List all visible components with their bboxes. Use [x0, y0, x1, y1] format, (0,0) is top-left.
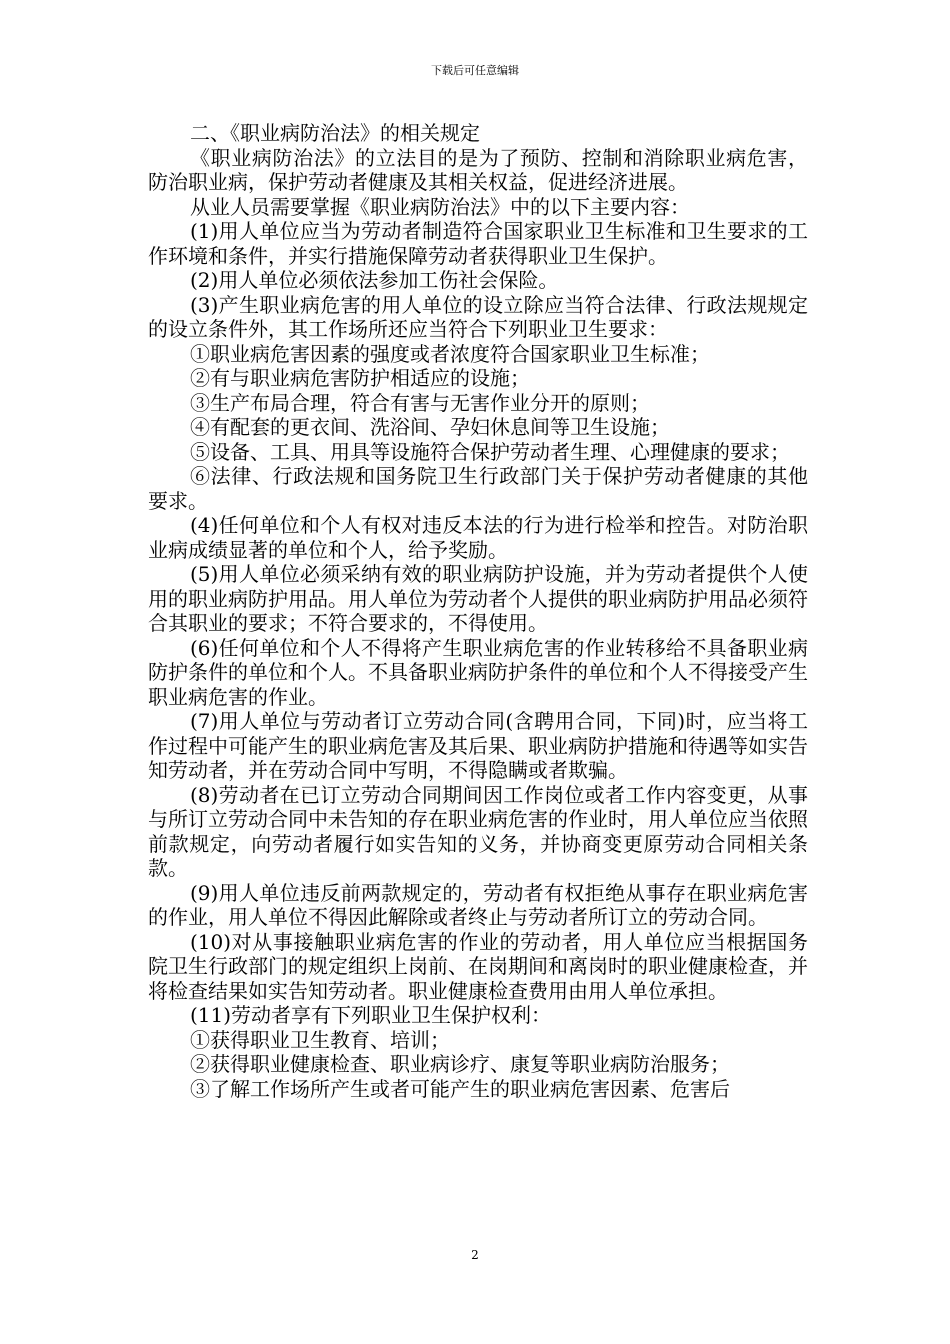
document-body	[148, 121, 808, 1101]
list-item: (10)对从事接触职业病危害的作业的劳动者，用人单位应当根据国务院卫生行政部门的规定组织上岗前、在岗期间和离岗时的职业健康检查，并将检查结果如实告知劳动者。职业健康检查费用由用人单位承担。	[148, 929, 808, 1003]
list-item: (3)产生职业病危害的用人单位的设立除应当符合法律、行政法规规定的设立条件外，其工作场所还应当符合下列职业卫生要求：	[148, 292, 808, 341]
sub-list-item: ②有与职业病危害防护相适应的设施；	[190, 366, 530, 390]
sub-list-item: ①获得职业卫生教育、培训；	[190, 1027, 450, 1052]
list-item: (7)用人单位与劳动者订立劳动合同(含聘用合同，下同)时，应当将工作过程中可能产生的职业病危害及其后果、职业病防护措施和待遇等如实告知劳动者，并在劳动合同中写明，不得隐瞒或者欺骗。	[148, 709, 808, 782]
sub-list-item: ④有配套的更衣间、洗浴间、孕妇休息间等卫生设施；	[190, 415, 670, 439]
page-header-note: 下载后可任意编辑	[431, 64, 519, 77]
sub-list-item: ①职业病危害因素的强度或者浓度符合国家职业卫生标准；	[190, 341, 710, 366]
list-item: (2)用人单位必须依法参加工伤社会保险。	[190, 268, 559, 292]
list-item: (4)任何单位和个人有权对违反本法的行为进行检举和控告。对防治职业病成绩显著的单位和个人，给予奖励。	[148, 513, 808, 562]
list-item: (5)用人单位必须采纳有效的职业病防护设施，并为劳动者提供个人使用的职业病防护用品。用人单位为劳动者个人提供的职业病防护用品必须符合其职业的要求；不符合要求的，不得使用。	[148, 562, 808, 635]
list-item: (11)劳动者享有下列职业卫生保护权利：	[190, 1003, 552, 1027]
page-number: 2	[471, 1248, 479, 1262]
list-item: (6)任何单位和个人不得将产生职业病危害的作业转移给不具备职业病防护条件的单位和个人。不具备职业病防护条件的单位和个人不得接受产生职业病危害的作业。	[148, 635, 808, 709]
sub-list-item: ③生产布局合理，符合有害与无害作业分开的原则；	[190, 390, 650, 415]
list-item: (8)劳动者在已订立劳动合同期间因工作岗位或者工作内容变更，从事与所订立劳动合同中未告知的存在职业病危害的作业时，用人单位应当依照前款规定，向劳动者履行如实告知的义务，并协商变更原劳动合同相关条款。	[148, 782, 808, 880]
sub-list-item: ⑤设备、工具、用具等设施符合保护劳动者生理、心理健康的要求；	[190, 439, 790, 464]
sub-list-item: ②获得职业健康检查、职业病诊疗、康复等职业病防治服务；	[190, 1052, 730, 1076]
section-heading: 二、《职业病防治法》的相关规定	[190, 121, 480, 145]
sub-list-item: ③了解工作场所产生或者可能产生的职业病危害因素、危害后	[190, 1076, 730, 1101]
sub-list-item: ⑥法律、行政法规和国务院卫生行政部门关于保护劳动者健康的其他要求。	[148, 464, 808, 513]
list-item: (1)用人单位应当为劳动者制造符合国家职业卫生标准和卫生要求的工作环境和条件，并实行措施保障劳动者获得职业卫生保护。	[148, 219, 808, 268]
paragraph: 从业人员需要掌握《职业病防治法》中的以下主要内容：	[190, 194, 690, 219]
paragraph: 《职业病防治法》的立法目的是为了预防、控制和消除职业病危害，防治职业病，保护劳动者健康及其相关权益，促进经济进展。	[148, 145, 808, 194]
list-item: (9)用人单位违反前两款规定的，劳动者有权拒绝从事存在职业病危害的作业，用人单位不得因此解除或者终止与劳动者所订立的劳动合同。	[148, 880, 808, 929]
